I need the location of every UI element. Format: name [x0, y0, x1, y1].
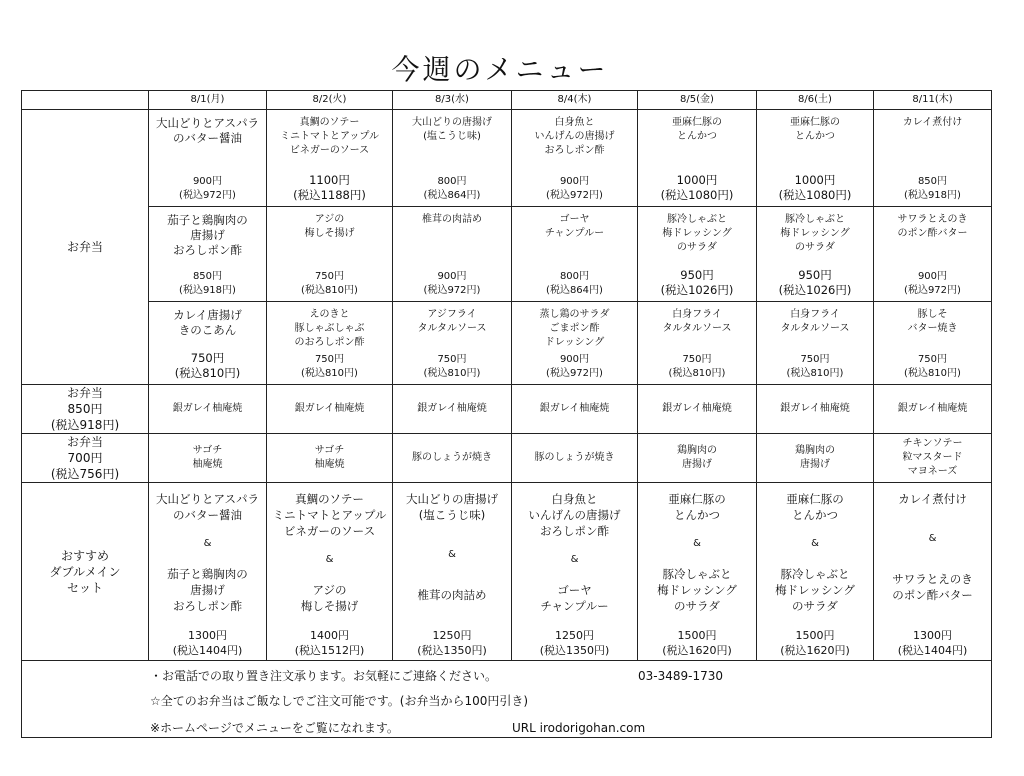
set-ampersand: &	[448, 549, 456, 560]
menu-item-price: 900円 (税込972円)	[546, 176, 603, 201]
menu-cell	[149, 207, 267, 302]
menu-item	[267, 302, 392, 384]
menu-cell	[874, 434, 992, 483]
set-main-b: ゴーヤ チャンプルー	[540, 582, 609, 613]
phone-number: 03-3489-1730	[638, 669, 724, 683]
set-main-a: 亜麻仁豚の とんかつ	[786, 492, 844, 522]
day-header: 8/4(木)	[512, 91, 638, 110]
menu-item	[267, 207, 392, 301]
menu-item-name: 鶏胸肉の 唐揚げ	[795, 445, 835, 470]
row-label-text: お弁当	[66, 240, 103, 254]
set-main-b: 茄子と鶏胸肉の 唐揚げ おろしポン酢	[167, 566, 248, 613]
menu-item-price: 800円 (税込864円)	[546, 271, 603, 296]
menu-item-name: 蒸し鶏のサラダ ごまポン酢 ドレッシング	[539, 309, 610, 348]
menu-item-name: 銀ガレイ柚庵焼	[172, 403, 243, 414]
menu-item-name: 茄子と鶏胸肉の 唐揚げ おろしポン酢	[167, 213, 248, 257]
menu-item-price: 750円 (税込810円)	[904, 354, 961, 379]
menu-item-price: 850円 (税込918円)	[904, 176, 961, 201]
set-item	[267, 483, 392, 660]
row-label-set	[22, 483, 149, 661]
menu-cell	[874, 385, 992, 434]
menu-cell	[267, 110, 393, 207]
menu-item-name: 銀ガレイ柚庵焼	[294, 403, 365, 414]
set-cell	[267, 483, 393, 661]
menu-item-name: チキンソテー 粒マスタード マヨネーズ	[902, 438, 963, 477]
menu-cell	[512, 434, 638, 483]
day-header: 8/3(水)	[393, 91, 512, 110]
menu-item-price: 750円 (税込810円)	[174, 351, 241, 380]
set-main-a: カレイ煮付け	[898, 492, 967, 506]
menu-item-name: 銀ガレイ柚庵焼	[662, 403, 732, 414]
set-price: 1300円 (税込1404円)	[172, 628, 243, 657]
set-item	[512, 483, 637, 660]
corner-cell	[22, 91, 149, 110]
set-main-a: 亜麻仁豚の とんかつ	[668, 492, 726, 522]
menu-item-name: 亜麻仁豚の とんかつ	[672, 117, 722, 142]
menu-item	[874, 207, 991, 301]
menu-item-name: アジの 梅しそ揚げ	[304, 214, 355, 239]
menu-item-name: 豚冷しゃぶと 梅ドレッシング のサラダ	[780, 214, 850, 253]
menu-item-price: 750円 (税込810円)	[301, 271, 358, 296]
menu-item-name: 真鯛のソテー ミニトマトとアップル ビネガーのソース	[280, 117, 379, 156]
set-item	[149, 483, 266, 660]
set-price: 1250円 (税込1350円)	[417, 629, 487, 657]
set-main-a: 大山どりとアスパラ のバター醤油	[155, 492, 260, 522]
menu-item-name: 銀ガレイ柚庵焼	[897, 403, 968, 414]
menu-item-name: 豚のしょうが焼き	[534, 452, 615, 463]
menu-item-name: 亜麻仁豚の とんかつ	[790, 117, 840, 142]
menu-item-name: えのきと 豚しゃぶしゃぶ のおろしポン酢	[294, 309, 365, 348]
row-label-text: おすすめ ダブルメイン セット	[49, 548, 121, 595]
menu-item-name: 白身フライ タルタルソース	[780, 309, 850, 334]
set-main-a: 大山どりの唐揚げ (塩こうじ味)	[406, 492, 498, 522]
set-main-b: サワラとえのき のポン酢バター	[892, 572, 973, 602]
note-homepage: ※ホームページでメニューをご覧になれます。	[150, 721, 399, 735]
menu-item-price: 900円 (税込972円)	[179, 176, 236, 201]
set-ampersand: &	[811, 538, 819, 550]
row-label-bento-700	[22, 434, 149, 483]
menu-item-name: 大山どりとアスパラ のバター醤油	[155, 116, 260, 145]
set-ampersand: &	[203, 538, 212, 550]
menu-item-name: 銀ガレイ柚庵焼	[539, 403, 610, 414]
menu-cell	[267, 302, 393, 385]
menu-item	[757, 302, 873, 384]
set-price: 1300円 (税込1404円)	[897, 629, 968, 657]
menu-cell	[267, 385, 393, 434]
menu-item-name: カレイ煮付け	[902, 117, 963, 128]
day-header: 8/6(土)	[757, 91, 874, 110]
row-label-text: お弁当 700円 (税込756円)	[50, 435, 120, 481]
day-header: 8/11(木)	[874, 91, 992, 110]
menu-item	[638, 110, 756, 206]
menu-item	[638, 207, 756, 301]
day-header: 8/1(月)	[149, 91, 267, 110]
row-label-text: お弁当 850円 (税込918円)	[50, 386, 120, 432]
set-main-b: 椎茸の肉詰め	[417, 588, 487, 602]
menu-cell	[149, 434, 267, 483]
set-cell	[512, 483, 638, 661]
set-main-a: 白身魚と いんげんの唐揚げ おろしポン酢	[528, 492, 621, 538]
menu-cell	[638, 434, 757, 483]
menu-item-name: 豚しそ バター焼き	[907, 309, 958, 334]
menu-item-name: サワラとえのき のポン酢バター	[897, 214, 968, 239]
menu-item	[512, 302, 637, 384]
menu-item-name: アジフライ タルタルソース	[417, 309, 487, 334]
menu-cell	[757, 207, 874, 302]
notes-cell	[22, 661, 992, 738]
menu-cell	[638, 110, 757, 207]
menu-item	[393, 110, 511, 206]
menu-cell	[512, 302, 638, 385]
menu-item	[393, 207, 511, 301]
menu-item-name: サゴチ 柚庵焼	[192, 445, 223, 470]
menu-cell	[638, 207, 757, 302]
menu-item-price: 950円 (税込1026円)	[778, 268, 852, 297]
menu-cell	[267, 207, 393, 302]
homepage-url: URL irodorigohan.com	[512, 721, 646, 735]
menu-item-name: サゴチ 柚庵焼	[314, 445, 345, 470]
menu-cell	[874, 110, 992, 207]
menu-item	[267, 110, 392, 206]
menu-item-price: 1000円 (税込1080円)	[778, 173, 852, 202]
menu-cell	[757, 110, 874, 207]
menu-item-name: カレイ唐揚げ きのこあん	[173, 308, 242, 337]
menu-table	[21, 90, 992, 738]
set-item	[638, 483, 756, 660]
menu-item-name: ゴーヤ チャンプルー	[544, 214, 605, 239]
menu-cell	[393, 110, 512, 207]
menu-item-name: 豚のしょうが焼き	[412, 452, 492, 463]
set-cell	[638, 483, 757, 661]
set-ampersand: &	[570, 554, 579, 566]
set-item	[393, 483, 511, 660]
notes	[22, 661, 991, 737]
set-price: 1500円 (税込1620円)	[780, 628, 850, 657]
set-price: 1500円 (税込1620円)	[662, 628, 732, 657]
set-cell	[149, 483, 267, 661]
menu-item	[757, 207, 873, 301]
menu-cell	[149, 385, 267, 434]
menu-item-price: 750円 (税込810円)	[301, 354, 358, 379]
menu-cell	[512, 385, 638, 434]
set-main-b: 豚冷しゃぶと 梅ドレッシング のサラダ	[775, 566, 855, 613]
menu-item-price: 800円 (税込864円)	[423, 176, 481, 201]
menu-item-name: 銀ガレイ柚庵焼	[780, 403, 850, 414]
set-main-b: アジの 梅しそ揚げ	[300, 582, 359, 613]
menu-item-price: 900円 (税込972円)	[423, 271, 481, 296]
menu-cell	[874, 302, 992, 385]
menu-item	[874, 302, 991, 384]
set-cell	[393, 483, 512, 661]
menu-item-name: 豚冷しゃぶと 梅ドレッシング のサラダ	[662, 214, 732, 253]
menu-cell	[149, 110, 267, 207]
menu-item	[638, 302, 756, 384]
menu-item	[512, 110, 637, 206]
menu-cell	[393, 207, 512, 302]
set-ampersand: &	[325, 554, 334, 566]
menu-cell	[512, 110, 638, 207]
menu-item-price: 1100円 (税込1188円)	[293, 173, 366, 202]
set-price: 1400円 (税込1512円)	[294, 628, 365, 657]
set-ampersand: &	[928, 533, 937, 544]
menu-cell	[393, 434, 512, 483]
set-main-b: 豚冷しゃぶと 梅ドレッシング のサラダ	[657, 566, 737, 613]
menu-item-price: 750円 (税込810円)	[668, 354, 726, 379]
row-label-bento	[22, 110, 149, 385]
menu-cell	[757, 385, 874, 434]
set-item	[757, 483, 873, 660]
note-phone-order: ・お電話での取り置き注文承ります。お気軽にご連絡ください。	[150, 669, 498, 683]
menu-item-price: 950円 (税込1026円)	[660, 268, 734, 297]
menu-item	[757, 110, 873, 206]
menu-cell	[512, 207, 638, 302]
menu-cell	[393, 385, 512, 434]
menu-cell	[874, 207, 992, 302]
day-header: 8/2(火)	[267, 91, 393, 110]
row-label-bento-850	[22, 385, 149, 434]
menu-item	[512, 207, 637, 301]
menu-cell	[149, 302, 267, 385]
menu-cell	[757, 302, 874, 385]
menu-cell	[393, 302, 512, 385]
menu-item-name: 白身フライ タルタルソース	[662, 309, 732, 334]
set-price: 1250円 (税込1350円)	[539, 628, 610, 657]
menu-item-name: 銀ガレイ柚庵焼	[417, 403, 487, 414]
menu-item-price: 750円 (税込810円)	[786, 354, 844, 379]
menu-item-price: 850円 (税込918円)	[179, 271, 236, 296]
set-main-a: 真鯛のソテー ミニトマトとアップル ビネガーのソース	[272, 492, 387, 538]
page-title: 今週のメニュー	[391, 53, 609, 86]
set-ampersand: &	[693, 538, 701, 550]
menu-item	[149, 110, 266, 206]
menu-item	[149, 207, 266, 301]
set-cell	[757, 483, 874, 661]
menu-item-price: 900円 (税込972円)	[546, 354, 603, 379]
set-cell	[874, 483, 992, 661]
menu-cell	[638, 385, 757, 434]
menu-item-price: 1000円 (税込1080円)	[660, 173, 734, 202]
menu-cell	[267, 434, 393, 483]
note-no-rice: ☆全てのお弁当はご飯なしでご注文可能です。(お弁当から100円引き)	[150, 694, 529, 708]
menu-item-name: 大山どりの唐揚げ (塩こうじ味)	[412, 117, 492, 142]
menu-item-name: 椎茸の肉詰め	[422, 214, 482, 225]
menu-item	[393, 302, 511, 384]
menu-cell	[638, 302, 757, 385]
menu-item	[149, 302, 266, 384]
menu-item-price: 900円 (税込972円)	[904, 271, 961, 296]
set-item	[874, 483, 991, 660]
menu-item	[874, 110, 991, 206]
day-header: 8/5(金)	[638, 91, 757, 110]
menu-cell	[757, 434, 874, 483]
menu-item-price: 750円 (税込810円)	[423, 354, 481, 379]
menu-item-name: 白身魚と いんげんの唐揚げ おろしポン酢	[534, 117, 615, 156]
menu-item-name: 鶏胸肉の 唐揚げ	[677, 445, 717, 470]
